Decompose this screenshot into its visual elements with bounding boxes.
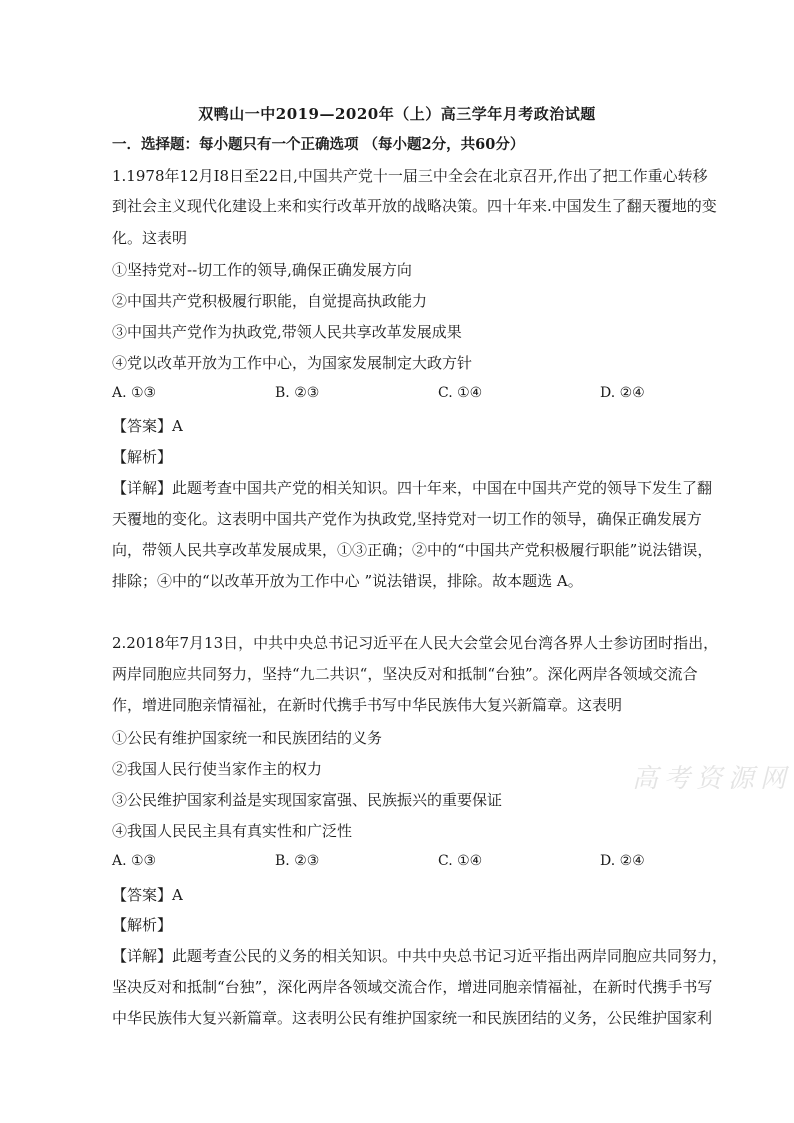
q2-stem-line: 2.2018年7月13日，中共中央总书记习近平在人民大会堂会见台湾各界人士参访团时指出， — [112, 634, 719, 652]
q2-statement: ④我国人民民主具有真实性和广泛性 — [112, 822, 353, 840]
q1-statement: ③中国共产党作为执政党,带领人民共享改革发展成果 — [112, 323, 462, 341]
q1-statement: ④党以改革开放为工作中心，为国家发展制定大政方针 — [112, 354, 473, 372]
q2-option-a: A. ①③ — [112, 853, 157, 869]
section-heading: 一．选择题：每小题只有一个正确选项 （每小题2分，共60分） — [112, 136, 525, 153]
q2-analysis-label: 【解析】 — [112, 916, 173, 934]
watermark: 高考资源网 — [632, 764, 793, 794]
exam-title: 双鸭山一中2019—2020年（上）高三学年月考政治试题 — [198, 105, 596, 123]
q1-analysis-label: 【解析】 — [112, 448, 173, 466]
q2-statement: ②我国人民行使当家作主的权力 — [112, 760, 323, 778]
q2-stem-line: 作，增进同胞亲情福祉，在新时代携手书写中华民族伟大复兴新篇章。这表明 — [112, 696, 623, 714]
q1-stem-line: 1.1978年12月I8日至22日,中国共产党十一届三中全会在北京召开,作出了把工作重心转移 — [112, 167, 708, 185]
q1-stem-line: 到社会主义现代化建设上来和实行改革开放的战略决策。四十年来.中国发生了翻天覆地的变 — [112, 197, 717, 215]
q2-option-b: B. ②③ — [275, 853, 320, 869]
q1-statement: ②中国共产党积极履行职能，自觉提高执政能力 — [112, 292, 428, 310]
q1-statement: ①坚持党对--切工作的领导,确保正确发展方向 — [112, 261, 412, 279]
q1-answer: 【答案】A — [112, 417, 183, 435]
q2-detail-line: 【详解】此题考查公民的义务的相关知识。中共中央总书记习近平指出两岸同胞应共同努力， — [112, 947, 728, 965]
q2-answer: 【答案】A — [112, 886, 183, 904]
q2-stem-line: 两岸同胞应共同努力，坚持“九二共识“，坚决反对和抵制“台独”。深化两岸各领域交流合 — [112, 665, 698, 683]
q2-detail-line: 坚决反对和抵制“台独”，深化两岸各领域交流合作，增进同胞亲情福祉，在新时代携手书写 — [112, 978, 713, 996]
q2-statement: ③公民维护国家利益是实现国家富强、民族振兴的重要保证 — [112, 791, 503, 809]
q2-option-d: D. ②④ — [600, 853, 645, 869]
q2-option-c: C. ①④ — [438, 853, 483, 869]
q1-detail-line: 【详解】此题考查中国共产党的相关知识。四十年来，中国在中国共产党的领导下发生了翻 — [112, 479, 713, 497]
q2-statement: ①公民有维护国家统一和民族团结的义务 — [112, 729, 383, 747]
q1-option-a: A. ①③ — [112, 385, 157, 401]
q1-detail-line: 排除；④中的“以改革开放为工作中心 ”说法错误，排除。故本题选 A。 — [112, 572, 583, 590]
q1-option-d: D. ②④ — [600, 385, 645, 401]
q1-detail-line: 向，带领人民共享改革发展成果，①③正确；②中的“中国共产党积极履行职能”说法错误， — [112, 541, 713, 559]
q1-stem-line: 化。这表明 — [112, 229, 188, 247]
q1-option-c: C. ①④ — [438, 385, 483, 401]
q2-detail-line: 中华民族伟大复兴新篇章。这表明公民有维护国家统一和民族团结的义务，公民维护国家利 — [112, 1009, 713, 1027]
q1-option-b: B. ②③ — [275, 385, 320, 401]
q1-detail-line: 天覆地的变化。这表明中国共产党作为执政党,坚持党对一切工作的领导，确保正确发展方 — [112, 510, 702, 528]
